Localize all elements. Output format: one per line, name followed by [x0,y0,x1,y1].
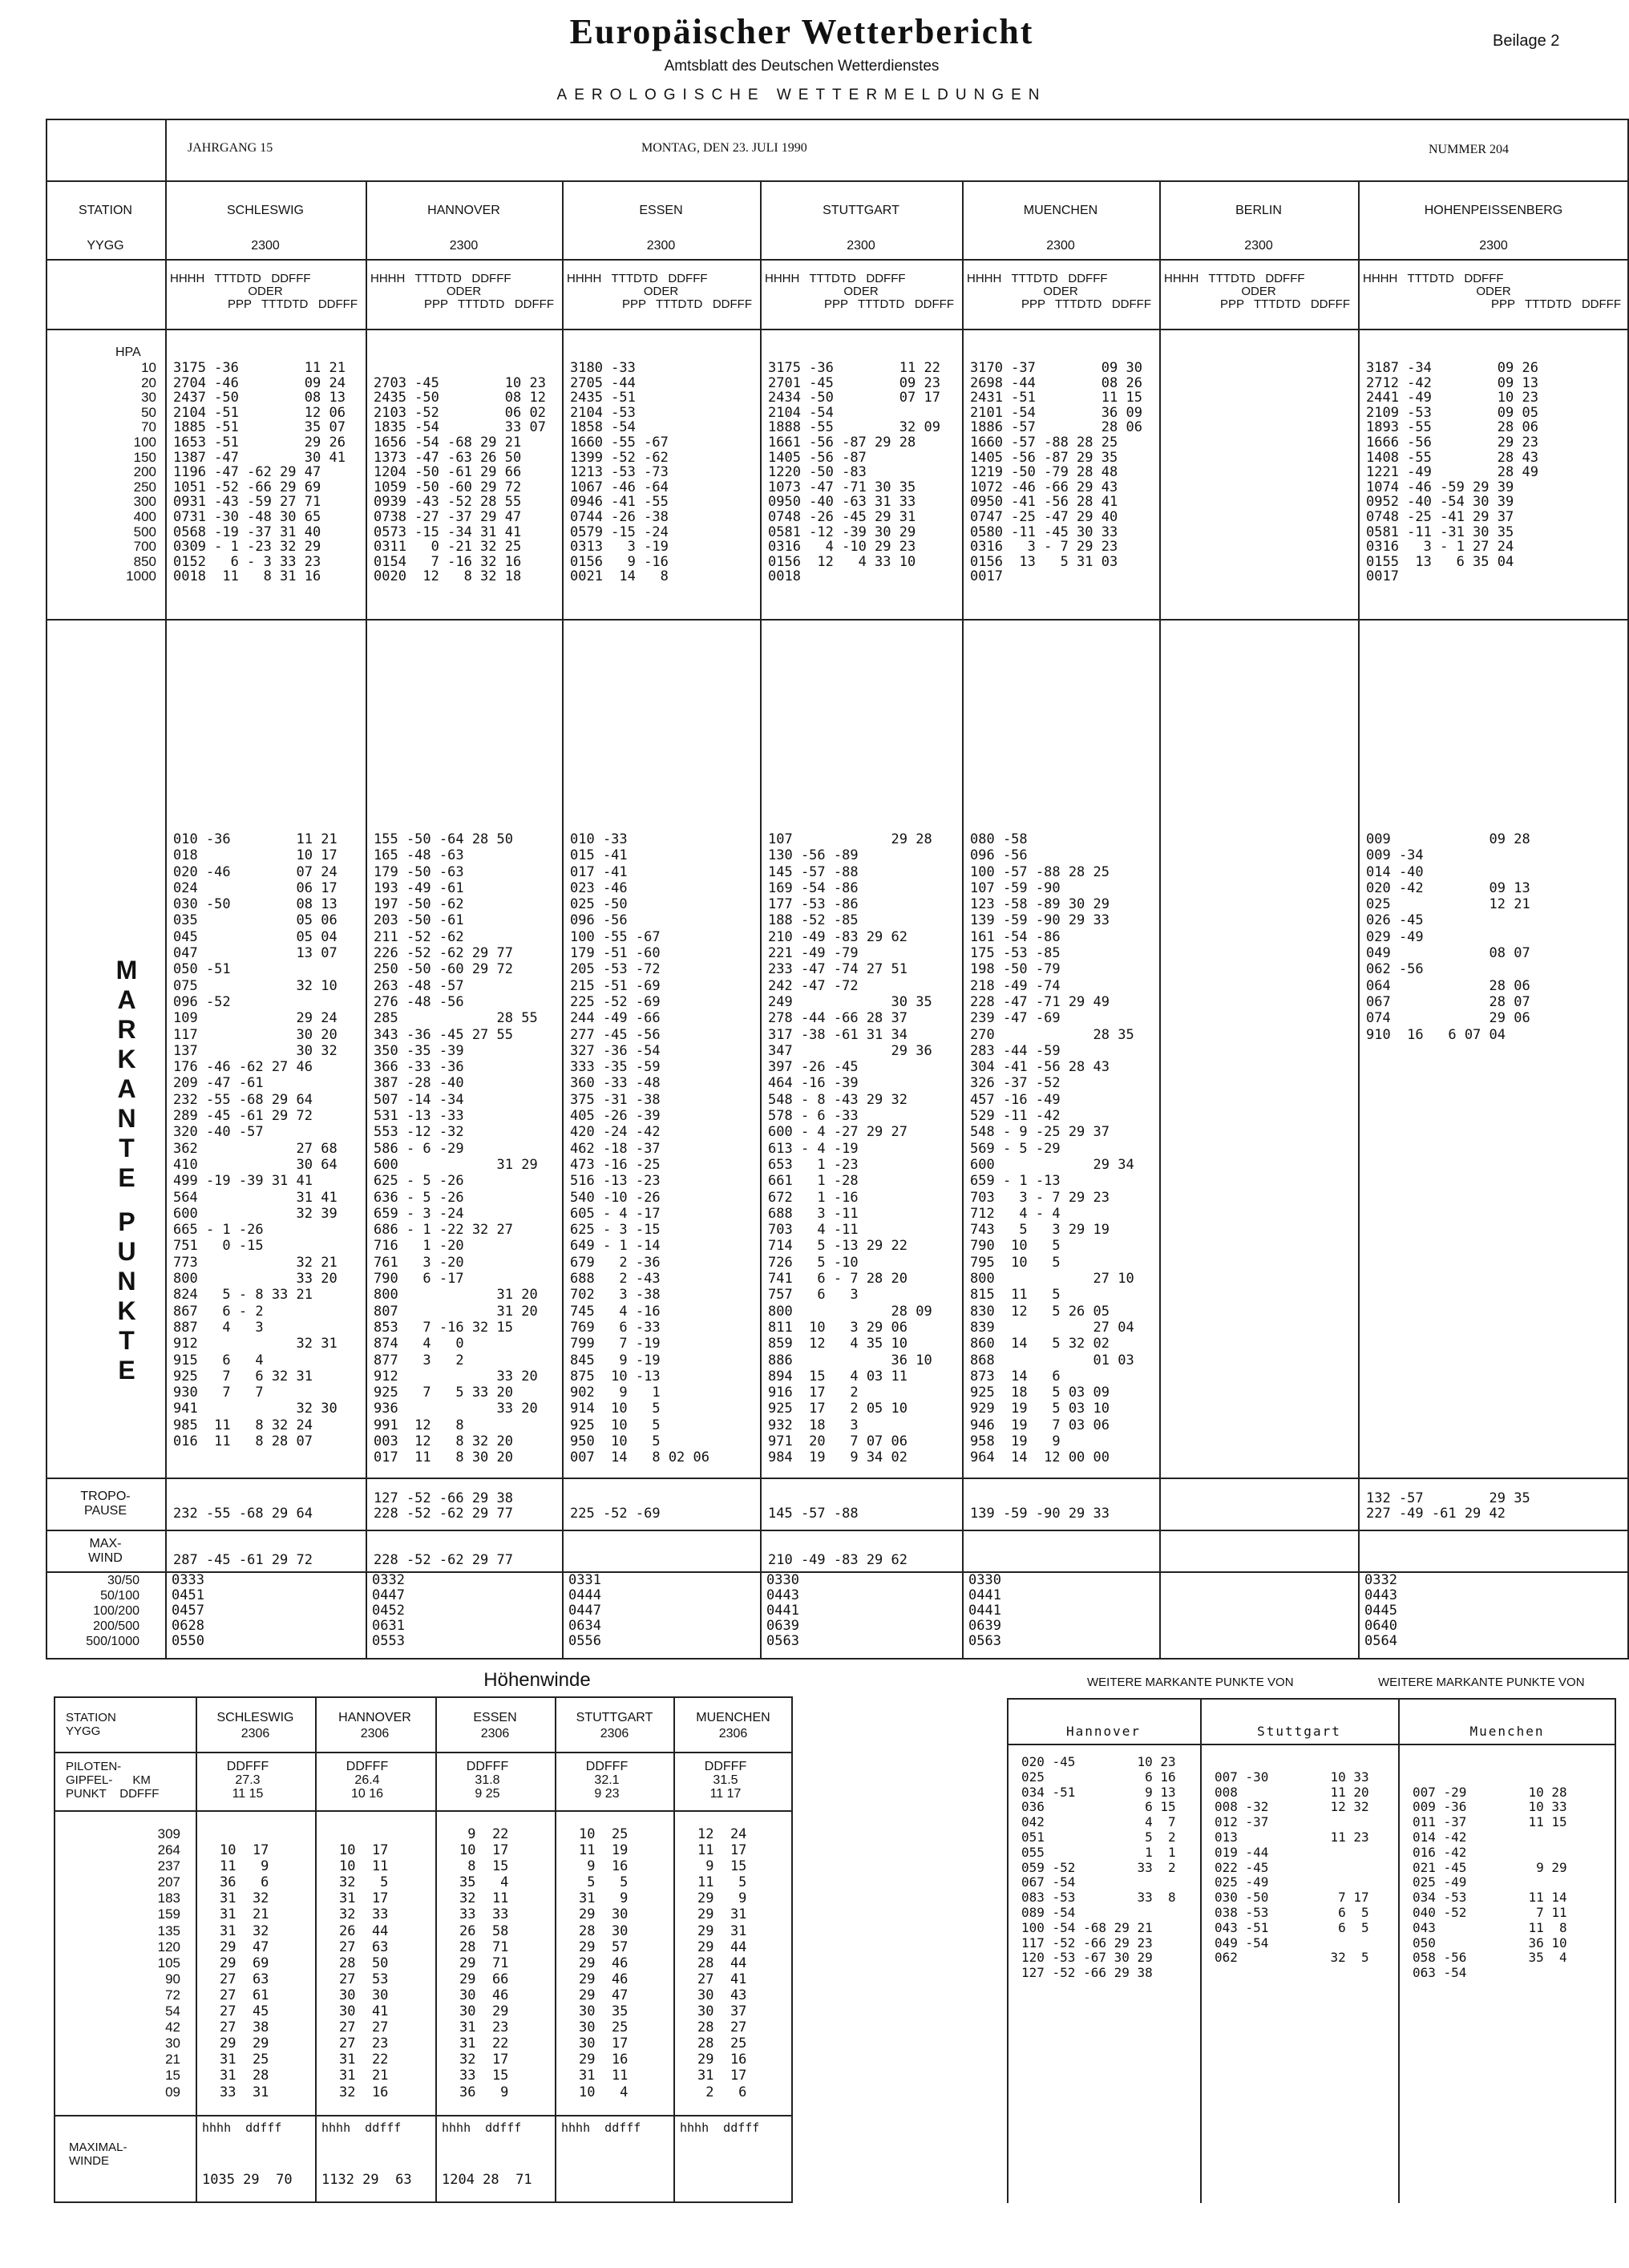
col-header-mid: ODER [1241,285,1276,298]
standard-levels-essen: 3180 -33 2705 -44 2435 -51 2104 -53 1858 -54 1660 -55 -67 1399 -52 -62 1213 -53 -73 1067 -46 -64 0946 -41 -55 0744 -26 -38 0579 -15 -24 0313 3 -19 0156 9 -16 0021 14 8 [570,360,669,585]
layer-thickness-stuttgart: 0330 0443 0441 0639 0563 [766,1572,799,1649]
hw-gipfel-schleswig: DDFFF 27.3 11 15 [226,1760,269,1801]
hw-station-stuttgart: STUTTGART [576,1711,653,1724]
maxwind-label: MAX- WIND [88,1537,123,1565]
weitere-values-stuttgart: 007 -30 10 33 008 11 20 008 -32 12 32 012 -37 013 11 23 019 -44 022 -45 025 -49 030 -50 7 17 038 -53 6 5 043 -51 6 5 049 -54 062 32 5 [1215,1769,1369,1966]
tropopause-hannover: 127 -52 -66 29 38 228 -52 -62 29 77 [374,1490,513,1522]
column-header-muenchen [967,271,1154,313]
hw-time-muenchen: 2306 [718,1727,748,1740]
col-header-mid: ODER [643,285,679,298]
markante-punkte-hohenpeissenberg: 009 09 28 009 -34 014 -40 020 -42 09 13 025 12 21 026 -45 029 -49 049 08 07 062 -56 064 28 06 067 28 07 074 29 06 910 16 6 07 04 [1366,831,1530,1043]
hw-max-header-stuttgart: hhhh ddfff [561,2120,641,2135]
maxwind-hannover: 228 -52 -62 29 77 [374,1551,513,1568]
hw-values-hannover: 10 17 10 11 32 5 31 17 32 33 26 44 27 63 28 50 27 53 30 30 30 41 27 27 27 23 31 22 31 21 32 16 [339,1842,389,2100]
hw-time-essen: 2306 [480,1727,510,1740]
hw-max-schleswig: 1035 29 70 [202,2172,293,2188]
issue-date: MONTAG, DEN 23. JULI 1990 [641,141,807,155]
standard-levels-stuttgart: 3175 -36 11 22 2701 -45 09 23 2434 -50 07 17 2104 -54 1888 -55 32 09 1661 -56 -87 29 28 1405 -56 -87 1220 -50 -83 1073 -47 -71 30 35 0950 -40 -63 31 33 0748 -26 -45 29 31 0581 -12 -39 30 29 0316 4 -10 29 23 0156 12 4 33 10 0018 [768,360,940,585]
col-header-bot: PPP TTTDTD DDFFF [1021,297,1151,311]
col-header-mid: ODER [1043,285,1078,298]
tropopause-stuttgart: 145 -57 -88 [768,1505,859,1522]
section-title: AEROLOGISCHE WETTERMELDUNGEN [556,87,1047,103]
col-header-top: HHHH TTTDTD DDFFF [967,272,1108,285]
hw-time-stuttgart: 2306 [600,1727,629,1740]
layer-thickness-essen: 0331 0444 0447 0634 0556 [568,1572,601,1649]
page-subtitle: Amtsblatt des Deutschen Wetterdienstes [664,58,940,75]
hw-max-header-muenchen: hhhh ddfff [680,2120,760,2135]
hw-values-stuttgart: 10 25 11 19 9 16 5 5 31 9 29 30 28 30 29 57 29 46 29 46 29 47 30 35 30 25 30 17 29 16 31 11 10 4 [579,1826,629,2100]
hw-gipfel-muenchen: DDFFF 31.5 11 17 [704,1760,747,1801]
tropopause-muenchen: 139 -59 -90 29 33 [970,1505,1110,1522]
hw-station-schleswig: SCHLESWIG [216,1711,294,1724]
weitere-col-title-hannover: Hannover [1065,1724,1142,1739]
station-time-muenchen: 2300 [1046,239,1075,253]
tropopause-label: TROPO- PAUSE [80,1490,131,1518]
hoehenwinde-title: Höhenwinde [483,1669,591,1691]
col-header-top: HHHH TTTDTD DDFFF [765,272,906,285]
station-name-schleswig: SCHLESWIG [226,204,304,217]
tropopause-essen: 225 -52 -69 [570,1505,661,1522]
markante-punkte-muenchen: 080 -58 096 -56 100 -57 -88 28 25 107 -59 -90 123 -58 -89 30 29 139 -59 -90 29 33 161 -54 -86 175 -53 -85 198 -50 -79 218 -49 -74 228 -47 -71 29 49 239 -47 -69 270 28 35 283 -44 -59 304 -41 -56 28 43 326 -37 -52 457 -16 -49 529 -11 -42 548 - 9 -25 29 37 569 - 5 -29 600 29 34 659 - 1 -13 703 3 - 7 29 23 712 4 - 4 743 5 3 29 19 790 10 5 795 10 5 800 27 10 815 11 5 830 12 5 26 05 839 27 04 860 14 5 32 02 868 01 03 873 14 6 925 18 5 03 09 929 19 5 03 10 946 19 7 03 06 958 19 9 964 14 12 00 00 [970,831,1134,1466]
hw-max-header-essen: hhhh ddfff [442,2120,522,2135]
station-label: STATION [79,204,132,217]
weitere-values-muenchen: 007 -29 10 28 009 -36 10 33 011 -37 11 15 014 -42 016 -42 021 -45 9 29 025 -49 034 -53 11 14 040 -52 7 11 043 11 8 050 36 10 058 -56 35 4 063 -54 [1413,1784,1567,1981]
col-header-mid: ODER [248,285,283,298]
column-header-essen [567,271,755,313]
col-header-top: HHHH TTTDTD DDFFF [1164,272,1305,285]
hw-max-essen: 1204 28 71 [442,2172,532,2188]
weitere-header-2: WEITERE MARKANTE PUNKTE VON [1378,1676,1585,1689]
hw-station-label: STATION YYGG [66,1711,116,1738]
col-header-mid: ODER [446,285,482,298]
standard-levels-hannover: 2703 -45 10 23 2435 -50 08 12 2103 -52 06 02 1835 -54 33 07 1656 -54 -68 29 21 1373 -47 -63 26 50 1204 -50 -61 29 66 1059 -50 -60 29 72 0939 -43 -52 28 55 0738 -27 -37 29 47 0573 -15 -34 31 41 0311 0 -21 32 25 0154 7 -16 32 16 0020 12 8 32 18 [374,374,546,585]
beilage-label: Beilage 2 [1493,32,1560,50]
station-time-hannover: 2300 [449,239,479,253]
standard-levels-muenchen: 3170 -37 09 30 2698 -44 08 26 2431 -51 11 15 2101 -54 36 09 1886 -57 28 06 1660 -57 -88 28 25 1405 -56 -87 29 35 1219 -50 -79 28 48 1072 -46 -66 29 43 0950 -41 -56 28 41 0747 -25 -47 29 40 0580 -11 -45 30 33 0316 3 - 7 29 23 0156 13 5 31 03 0017 [970,360,1142,585]
col-header-mid: ODER [1476,285,1511,298]
col-header-bot: PPP TTTDTD DDFFF [622,297,752,311]
hw-values-essen: 9 22 10 17 8 15 35 4 32 11 33 33 26 58 28 71 29 71 29 66 30 46 30 29 31 23 31 22 32 17 33 15 36 9 [459,1826,509,2100]
weitere-values-hannover: 020 -45 10 23 025 6 16 034 -51 9 13 036 6 15 042 4 7 051 5 2 055 1 1 059 -52 33 2 067 -54 083 -53 33 8 089 -54 100 -54 -68 29 21 117 -52 -66 29 23 120 -53 -67 30 29 127 -52 -66 29 38 [1021,1754,1176,1981]
station-time-stuttgart: 2300 [847,239,875,253]
markante-punkte-schleswig: 010 -36 11 21 018 10 17 020 -46 07 24 024 06 17 030 -50 08 13 035 05 06 045 05 04 047 13 07 050 -51 075 32 10 096 -52 109 29 24 117 30 20 137 30 32 176 -46 -62 27 46 209 -47 -61 232 -55 -68 29 64 289 -45 -61 29 72 320 -40 -57 362 27 68 410 30 64 499 -19 -39 31 41 564 31 41 600 32 39 665 - 1 -26 751 0 -15 773 32 21 800 33 20 824 5 - 8 33 21 867 6 - 2 887 4 3 912 32 31 915 6 4 925 7 6 32 31 930 7 7 941 32 30 985 11 8 32 24 016 11 8 28 07 [173,831,338,1449]
column-header-hohenpeissenberg [1363,271,1624,313]
hw-time-schleswig: 2306 [241,1727,270,1740]
hw-gipfel-hannover: DDFFF 26.4 10 16 [346,1760,389,1801]
hw-max-header-schleswig: hhhh ddfff [202,2120,282,2135]
column-header-hannover [370,271,557,313]
hw-maximal-label: MAXIMAL- WINDE [69,2141,127,2168]
column-header-berlin [1164,271,1353,313]
hw-station-hannover: HANNOVER [338,1711,411,1724]
hw-station-essen: ESSEN [473,1711,517,1724]
markante-punkte-hannover: 155 -50 -64 28 50 165 -48 -63 179 -50 -63 193 -49 -61 197 -50 -62 203 -50 -61 211 -52 -62 226 -52 -62 29 77 250 -50 -60 29 72 263 -48 -57 276 -48 -56 285 28 55 343 -36 -45 27 55 350 -35 -39 366 -33 -36 387 -28 -40 507 -14 -34 531 -13 -33 553 -12 -32 586 - 6 -29 600 31 29 625 - 5 -26 636 - 5 -26 659 - 3 -24 686 - 1 -22 32 27 716 1 -20 761 3 -20 790 6 -17 800 31 20 807 31 20 853 7 -16 32 15 874 4 0 877 3 2 912 33 20 925 7 5 33 20 936 33 20 991 12 8 003 12 8 32 20 017 11 8 30 20 [374,831,538,1466]
hw-gipfel-stuttgart: DDFFF 32.1 9 23 [585,1760,629,1801]
station-time-berlin: 2300 [1244,239,1273,253]
hw-gipfel-essen: DDFFF 31.8 9 25 [466,1760,509,1801]
station-name-muenchen: MUENCHEN [1023,204,1098,217]
hw-max-hannover: 1132 29 63 [321,2172,412,2188]
col-header-top: HHHH TTTDTD DDFFF [370,272,511,285]
punkte-label: P U N K T E [117,1207,136,1385]
layer-thickness-muenchen: 0330 0441 0441 0639 0563 [968,1572,1001,1649]
station-time-hohenpeissenberg: 2300 [1479,239,1508,253]
markante-punkte-essen: 010 -33 015 -41 017 -41 023 -46 025 -50 096 -56 100 -55 -67 179 -51 -60 205 -53 -72 215 -51 -69 225 -52 -69 244 -49 -66 277 -45 -56 327 -36 -54 333 -35 -59 360 -33 -48 375 -31 -38 405 -26 -39 420 -24 -42 462 -18 -37 473 -16 -25 516 -13 -23 540 -10 -26 605 - 4 -17 625 - 3 -15 649 - 1 -14 679 2 -36 688 2 -43 702 3 -38 745 4 -16 769 6 -33 799 7 -19 845 9 -19 875 10 -13 902 9 1 914 10 5 925 10 5 950 10 5 007 14 8 02 06 [570,831,709,1466]
weitere-col-title-muenchen: Muenchen [1469,1724,1545,1739]
col-header-top: HHHH TTTDTD DDFFF [1363,272,1504,285]
markante-punkte-stuttgart: 107 29 28 130 -56 -89 145 -57 -88 169 -54 -86 177 -53 -86 188 -52 -85 210 -49 -83 29 62 221 -49 -79 233 -47 -74 27 51 242 -47 -72 249 30 35 278 -44 -66 28 37 317 -38 -61 31 34 347 29 36 397 -26 -45 464 -16 -39 548 - 8 -43 29 32 578 - 6 -33 600 - 4 -27 29 27 613 - 4 -19 653 1 -23 661 1 -28 672 1 -16 688 3 -11 703 4 -11 714 5 -13 29 22 726 5 -10 741 6 - 7 28 20 757 6 3 800 28 09 811 10 3 29 06 859 12 4 35 10 886 36 10 894 15 4 03 11 916 17 2 925 17 2 05 10 932 18 3 971 20 7 07 06 984 19 9 34 02 [768,831,932,1466]
weitere-col-title-stuttgart: Stuttgart [1257,1724,1341,1739]
column-header-stuttgart [765,271,957,313]
tropopause-schleswig: 232 -55 -68 29 64 [173,1505,313,1522]
hpa-label: HPA [115,346,141,359]
station-time-essen: 2300 [646,239,676,253]
station-name-stuttgart: STUTTGART [823,204,899,217]
layer-thickness-schleswig: 0333 0451 0457 0628 0550 [172,1572,204,1649]
maxwind-stuttgart: 210 -49 -83 29 62 [768,1551,907,1568]
page-title: Europäischer Wetterbericht [569,12,1034,51]
layer-thickness-hohenpeissenberg: 0332 0443 0445 0640 0564 [1364,1572,1397,1649]
standard-levels-schleswig: 3175 -36 11 21 2704 -46 09 24 2437 -50 08 13 2104 -51 12 06 1885 -51 35 07 1653 -51 29 26 1387 -47 30 41 1196 -47 -62 29 47 1051 -52 -66 29 69 0931 -43 -59 27 71 0731 -30 -48 30 65 0568 -19 -37 31 40 0309 - 1 -23 32 29 0152 6 - 3 33 23 0018 11 8 31 16 [173,360,346,585]
station-name-hannover: HANNOVER [427,204,500,217]
hw-levels: 309 264 237 207 183 159 135 120 105 90 72 54 42 30 21 15 09 [157,1826,180,2100]
yygg-label: YYGG [87,239,124,253]
station-time-schleswig: 2300 [251,239,280,253]
column-header-schleswig [170,271,361,313]
col-header-bot: PPP TTTDTD DDFFF [1220,297,1350,311]
standard-levels-hohenpeissenberg: 3187 -34 09 26 2712 -42 09 13 2441 -49 10 23 2109 -53 09 05 1893 -55 28 06 1666 -56 29 23 1408 -55 28 43 1221 -49 28 49 1074 -46 -59 29 39 0952 -40 -54 30 39 0748 -25 -41 29 37 0581 -11 -31 30 35 0316 3 - 1 27 24 0155 13 6 35 04 0017 [1366,360,1538,585]
hw-time-hannover: 2306 [360,1727,390,1740]
hpa-levels: 10 20 30 50 70 100 150 200 250 300 400 500 700 850 1000 [126,360,156,584]
hw-values-muenchen: 12 24 11 17 9 15 11 5 29 9 29 31 29 31 29 44 28 44 27 41 30 43 30 37 28 27 28 25 29 16 31 17 2 6 [697,1826,747,2100]
col-header-top: HHHH TTTDTD DDFFF [170,272,311,285]
hw-max-header-hannover: hhhh ddfff [321,2120,402,2135]
jahrgang: JAHRGANG 15 [188,141,273,155]
station-name-essen: ESSEN [639,204,683,217]
station-name-berlin: BERLIN [1235,204,1282,217]
issue-number: NUMMER 204 [1429,143,1510,156]
weitere-header-1: WEITERE MARKANTE PUNKTE VON [1087,1676,1294,1689]
col-header-top: HHHH TTTDTD DDFFF [567,272,708,285]
col-header-bot: PPP TTTDTD DDFFF [424,297,554,311]
col-header-bot: PPP TTTDTD DDFFF [1491,297,1621,311]
station-name-hohenpeissenberg: HOHENPEISSENBERG [1424,204,1563,217]
col-header-mid: ODER [843,285,879,298]
layer-label: 30/50 50/100 100/200 200/500 500/1000 [86,1574,139,1648]
col-header-bot: PPP TTTDTD DDFFF [228,297,358,311]
tropopause-hohenpeissenberg: 132 -57 29 35 227 -49 -61 29 42 [1366,1490,1530,1522]
hw-values-schleswig: 10 17 11 9 36 6 31 32 31 21 31 32 29 47 29 69 27 63 27 61 27 45 27 38 29 29 31 25 31 28 33 31 [220,1842,269,2100]
markante-label: M A R K A N T E [115,956,138,1192]
hw-piloten-label: PILOTEN- GIPFEL- KM PUNKT DDFFF [66,1760,160,1801]
maxwind-schleswig: 287 -45 -61 29 72 [173,1551,313,1568]
col-header-bot: PPP TTTDTD DDFFF [824,297,954,311]
layer-thickness-hannover: 0332 0447 0452 0631 0553 [372,1572,405,1649]
hw-station-muenchen: MUENCHEN [696,1711,770,1724]
